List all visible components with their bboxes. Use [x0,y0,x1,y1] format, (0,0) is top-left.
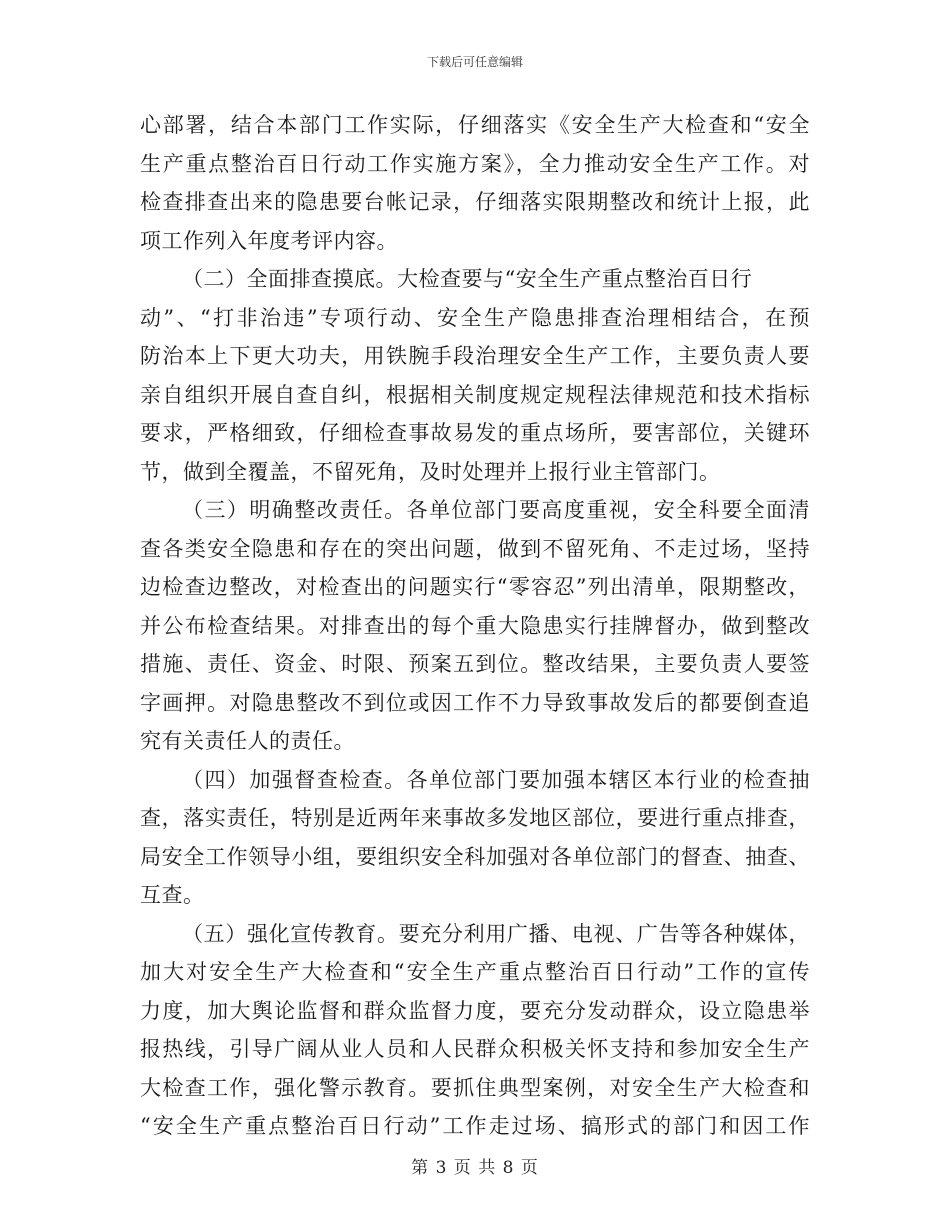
text-line: 边检查边整改，对检查出的问题实行“零容忍”列出清单，限期整改， [140,575,810,599]
text-line: 防治本上下更大功夫，用铁腕手段治理安全生产工作，主要负责人要 [140,344,810,368]
text-line: 大检查工作，强化警示教育。要抓住典型案例，对安全生产大检查和 [140,1075,810,1100]
text-line: 生产重点整治百日行动工作实施方案》，全力推动安全生产工作。对 [140,151,810,176]
text-line: 项工作列入年度考评内容。 [140,228,398,253]
text-line: 究有关责任人的责任。 [140,729,355,753]
text-line: 并公布检查结果。对排查出的每个重大隐患实行挂牌督办，做到整改 [140,613,810,638]
text-line: （二）全面排查摸底。大检查要与“安全生产重点整治百日行 [182,267,753,291]
text-line: 检查排查出来的隐患要台帐记录，仔细落实限期整改和统计上报，此 [140,190,810,214]
text-line: 加大对安全生产大检查和“安全生产重点整治百日行动”工作的宣传 [140,960,810,984]
text-line: 报热线，引导广阔从业人员和人民群众积极关怀支持和参加安全生产 [140,1037,810,1061]
text-line: 查，落实责任，特别是近两年来事故多发地区部位，要进行重点排查， [140,806,810,830]
text-line: 措施、责任、资金、时限、预案五到位。整改结果，主要负责人要签 [140,652,810,676]
page-header: 下载后可任意编辑 [426,55,523,69]
text-line: “安全生产重点整治百日行动”工作走过场、搞形式的部门和因工作 [140,1114,810,1138]
text-line: 局安全工作领导小组，要组织安全科加强对各单位部门的督查、抽查、 [140,844,810,869]
text-line: 力度，加大舆论监督和群众监督力度，要充分发动群众，设立隐患举 [140,998,810,1023]
document-body [140,106,810,1146]
text-line: 亲自组织开展自查自纠，根据相关制度规定规程法律规范和技术指标 [140,382,810,407]
text-line: （三）明确整改责任。各单位部门要高度重视，安全科要全面清 [182,498,810,522]
text-line: 节，做到全覆盖，不留死角，及时处理并上报行业主管部门。 [140,459,721,484]
text-line: 心部署，结合本部门工作实际，仔细落实《安全生产大检查和“安全 [140,113,810,137]
page-number-footer: 第 3 页 共 8 页 [411,1158,539,1178]
text-line: 字画押。对隐患整改不到位或因工作不力导致事故发后的都要倒查追 [140,690,810,715]
text-line: 要求，严格细致，仔细检查事故易发的重点场所，要害部位，关键环 [140,421,810,445]
text-line: （五）强化宣传教育。要充分利用广播、电视、广告等各种媒体， [182,921,810,946]
text-line: 查各类安全隐患和存在的突出问题，做到不留死角、不走过场，坚持 [140,536,810,561]
text-line: 互查。 [140,883,205,907]
text-line: （四）加强督查检查。各单位部门要加强本辖区本行业的检查抽 [182,767,810,792]
text-line: 动”、“打非治违”专项行动、安全生产隐患排查治理相结合，在预 [140,305,810,330]
